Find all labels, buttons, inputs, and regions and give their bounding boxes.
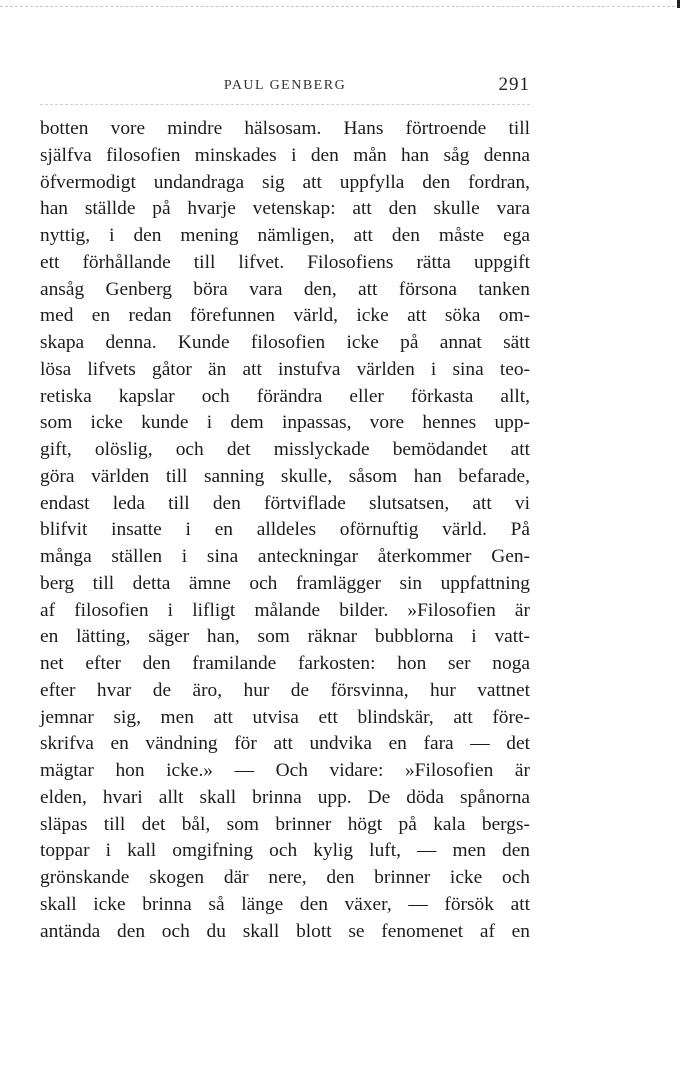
text-line: skrifva en vändning för att undvika en fara — det [40,733,530,755]
text-line: grönskande skogen där nere, den brinner icke och [40,867,530,888]
text-line: retiska kapslar och förändra eller förkasta allt, [40,385,530,407]
text-line: en lätting, säger han, som räknar bubblorna i vatt- [40,626,530,648]
running-title: PAUL GENBERG [223,78,347,93]
text-line: göra världen till sanning skulle, såsom han befarade, [40,465,530,487]
text-line: lösa lifvets gåtor än att instufva världen i sina teo- [40,358,530,380]
text-line: efter hvar de äro, hur de försvinna, hur vattnet [40,679,530,701]
text-line: gift, olöslig, och det misslyckade bemödandet att [40,439,530,460]
text-line: ansåg Genberg böra vara den, att försona tanken [40,278,530,300]
text-line: endast leda till den förtviflade slutsatsen, att vi [40,492,530,514]
text-line: öfvermodigt undandraga sig att uppfylla den fordran, [40,171,530,193]
text-line: antända den och du skall blott se fenomenet af en [40,920,530,942]
text-line: nyttig, i den mening nämligen, att den måste ega [40,225,530,246]
text-line: ett förhållande till lifvet. Filosofiens rätta uppgift [40,251,530,273]
text-line: som icke kunde i dem inpassas, vore hennes upp- [40,412,530,434]
header-rule [40,104,530,105]
body-text [40,116,530,945]
text-line: många ställen i sina anteckningar återkommer Gen- [40,546,530,567]
text-line: toppar i kall omgifning och kylig luft, — men den [40,840,530,862]
text-line: själfva filosofien minskades i den mån han såg denna [40,144,530,166]
text-line: släpas till det bål, som brinner högt på kala bergs- [40,813,530,835]
running-head [40,72,530,100]
page-number: 291 [498,74,530,95]
scan-top-edge [0,6,680,7]
text-line: af filosofien i lifligt målande bilder. »Filosofien är [40,599,530,621]
text-line: skall icke brinna så länge den växer, — försök att [40,893,530,915]
text-line: han ställde på hvarje vetenskap: att den skulle vara [40,198,530,220]
text-line: skapa denna. Kunde filosofien icke på annat sätt [40,332,530,353]
text-line: jemnar sig, men att utvisa ett blindskär, att före- [40,706,530,728]
text-line: botten vore mindre hälsosam. Hans förtroende till [40,118,530,139]
text-line: berg till detta ämne och framlägger sin uppfattning [40,572,530,594]
text-line: net efter den framilande farkosten: hon ser noga [40,653,530,674]
text-line: med en redan förefunnen värld, icke att söka om- [40,305,530,327]
text-line: elden, hvari allt skall brinna upp. De döda spånorna [40,786,530,808]
text-line: mägtar hon icke.» — Och vidare: »Filosofien är [40,760,530,781]
text-line: blifvit insatte i en alldeles oförnuftig värld. På [40,519,530,541]
